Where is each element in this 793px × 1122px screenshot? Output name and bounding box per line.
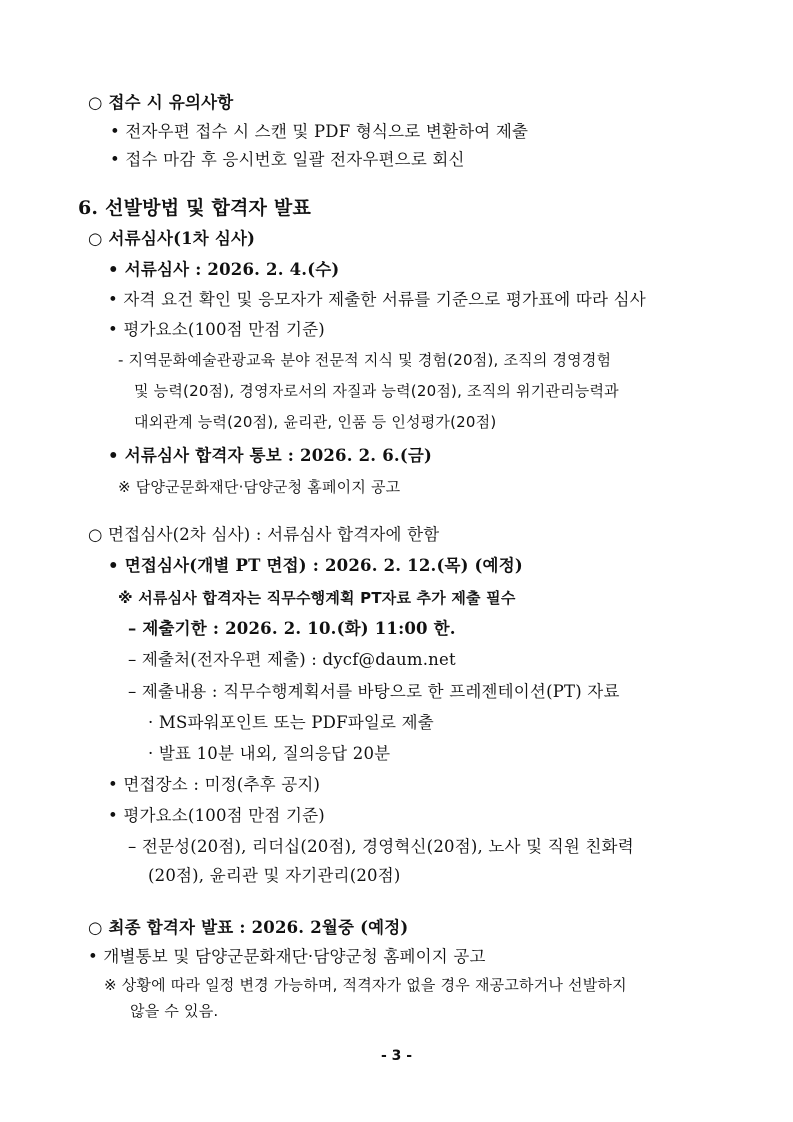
- interview-sub-2: · 발표 10분 내외, 질의응답 20분: [148, 744, 391, 763]
- interview-eval-heading: • 평가요소(100점 만점 기준): [108, 806, 325, 825]
- document-review-date: • 서류심사 : 2026. 2. 4.(수): [108, 260, 340, 279]
- interview-deadline: – 제출기한 : 2026. 2. 10.(화) 11:00 한.: [128, 619, 456, 638]
- document-eval-heading: • 평가요소(100점 만점 기준): [108, 320, 325, 339]
- interview-date: • 면접심사(개별 PT 면접) : 2026. 2. 12.(목) (예정): [108, 556, 523, 575]
- interview-place: • 면접장소 : 미정(추후 공지): [108, 775, 321, 794]
- document-eval-line-1: - 지역문화예술관광교육 분야 전문적 지식 및 경험(20점), 조직의 경영경험: [118, 351, 612, 369]
- notice-item-2: • 접수 마감 후 응시번호 일괄 전자우편으로 회신: [110, 150, 465, 169]
- interview-submit-to: – 제출처(전자우편 제출) : dycf@daum.net: [128, 650, 456, 669]
- page-number: - 3 -: [380, 1048, 413, 1064]
- interview-must-note: ※ 서류심사 합격자는 직무수행계획 PT자료 추가 제출 필수: [118, 589, 516, 607]
- document-notify-note: ※ 담양군문화재단·담양군청 홈페이지 공고: [118, 478, 401, 496]
- interview-content: – 제출내용 : 직무수행계획서를 바탕으로 한 프레젠테이션(PT) 자료: [128, 682, 620, 701]
- document-eval-line-3: 대외관계 능력(20점), 윤리관, 인품 등 인성평가(20점): [134, 413, 497, 431]
- interview-eval-line-2: (20점), 윤리관 및 자기관리(20점): [148, 866, 401, 885]
- document-notify: • 서류심사 합격자 통보 : 2026. 2. 6.(금): [108, 446, 432, 465]
- final-note-line-2: 않을 수 있음.: [130, 1002, 219, 1020]
- document-eval-line-2: 및 능력(20점), 경영자로서의 자질과 능력(20점), 조직의 위기관리능력과: [134, 382, 619, 400]
- document-review-heading: ○ 서류심사(1차 심사): [88, 229, 256, 248]
- document-review-criteria: • 자격 요건 확인 및 응모자가 제출한 서류를 기준으로 평가표에 따라 심사: [108, 290, 646, 309]
- notice-item-1: • 전자우편 접수 시 스캔 및 PDF 형식으로 변환하여 제출: [110, 122, 529, 141]
- notice-heading: ○ 접수 시 유의사항: [88, 93, 234, 112]
- interview-heading: ○ 면접심사(2차 심사) : 서류심사 합격자에 한함: [88, 525, 440, 544]
- final-item: • 개별통보 및 담양군문화재단·담양군청 홈페이지 공고: [88, 947, 486, 966]
- interview-sub-1: · MS파워포인트 또는 PDF파일로 제출: [148, 713, 434, 732]
- interview-eval-line-1: – 전문성(20점), 리더십(20점), 경영혁신(20점), 노사 및 직원 친화력: [128, 837, 634, 856]
- final-note-line-1: ※ 상황에 따라 일정 변경 가능하며, 적격자가 없을 경우 재공고하거나 선발하지: [104, 976, 627, 994]
- final-heading: ○ 최종 합격자 발표 : 2026. 2월중 (예정): [88, 918, 409, 937]
- section-title: 6. 선발방법 및 합격자 발표: [78, 197, 312, 219]
